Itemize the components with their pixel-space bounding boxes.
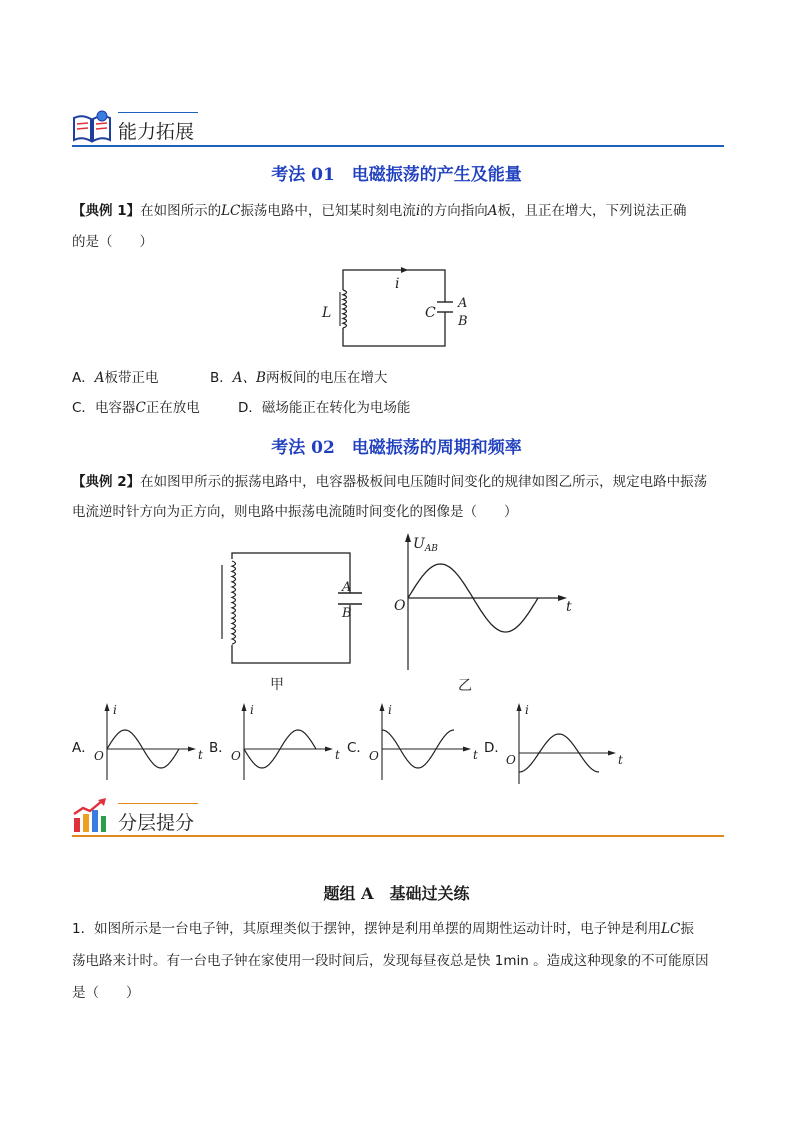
choice-c-origin: O bbox=[369, 749, 379, 763]
option-c[interactable]: C．电容器C正在放电 bbox=[72, 400, 200, 416]
choice-d-graph[interactable] bbox=[502, 702, 632, 786]
section-header-layered bbox=[72, 798, 724, 840]
example2-tag: 【典例 2】 bbox=[72, 474, 141, 490]
choice-c-key[interactable]: C． bbox=[347, 740, 370, 756]
group-a-heading: 题组 A 基础过关练 bbox=[323, 884, 470, 903]
example2-line1: 【典例 2】在如图甲所示的振荡电路中，电容器极板间电压随时间变化的规律如图乙所示，规定电路中振荡 bbox=[72, 474, 708, 490]
capacitor-label: C bbox=[425, 305, 436, 321]
jia-plate-b: B bbox=[342, 606, 352, 621]
option-a[interactable]: A．A板带正电 bbox=[72, 370, 159, 386]
example1-line2: 的是（ ） bbox=[72, 234, 153, 250]
choice-b-key[interactable]: B． bbox=[209, 740, 232, 756]
option-b[interactable]: B．A、B两板间的电压在增大 bbox=[210, 370, 388, 386]
current-label: i bbox=[395, 276, 400, 292]
choice-c-x: t bbox=[473, 748, 478, 762]
choice-d-key[interactable]: D． bbox=[484, 740, 508, 756]
section-top-rule bbox=[118, 112, 198, 113]
q1-line3: 是（ ） bbox=[72, 985, 140, 1001]
choice-b-x: t bbox=[335, 748, 340, 762]
choice-a-graph[interactable] bbox=[90, 702, 210, 782]
bar-chart-growth-icon bbox=[72, 798, 108, 834]
section-title: 能力拓展 bbox=[118, 121, 195, 143]
choice-a-y: i bbox=[113, 703, 117, 717]
kaofa02-heading: 考法 02 电磁振荡的周期和频率 bbox=[271, 438, 522, 458]
example1-line1: 【典例 1】在如图所示的LC振荡电路中，已知某时刻电流i的方向指向A板，且正在增大，下列说法正确 bbox=[72, 203, 687, 219]
choice-a-key[interactable]: A． bbox=[72, 740, 95, 756]
example1-tag: 【典例 1】 bbox=[72, 203, 141, 219]
choice-b-origin: O bbox=[231, 749, 241, 763]
q1-line2: 荡电路来计时。有一台电子钟在家使用一段时间后，发现每昼夜总是快 1min 。造成这种现象的不可能原因 bbox=[72, 953, 709, 969]
plate-b-label: B bbox=[458, 314, 468, 329]
figure-jia-circuit bbox=[210, 545, 370, 695]
yi-y-label: $U_{AB}$ bbox=[413, 536, 438, 554]
example2-line2: 电流逆时针方向为正方向，则电路中振荡电流随时间变化的图像是（ ） bbox=[72, 504, 518, 520]
choice-c-y: i bbox=[388, 703, 392, 717]
choice-b-graph[interactable] bbox=[227, 702, 347, 782]
jia-caption: 甲 bbox=[270, 677, 284, 693]
section-header-ability bbox=[72, 108, 724, 150]
plate-a-label: A bbox=[458, 296, 468, 311]
choice-a-origin: O bbox=[94, 749, 104, 763]
figure-yi-voltage-graph bbox=[388, 530, 588, 695]
choice-c-graph[interactable] bbox=[365, 702, 485, 782]
option-d[interactable]: D．磁场能正在转化为电场能 bbox=[238, 400, 411, 416]
choice-d-y: i bbox=[525, 703, 529, 717]
open-book-icon bbox=[72, 110, 112, 144]
jia-plate-a: A bbox=[342, 580, 352, 595]
lc-circuit-diagram bbox=[315, 262, 485, 354]
yi-x-label: t bbox=[566, 599, 572, 615]
q1-line1: 1．如图所示是一台电子钟，其原理类似于摆钟，摆钟是利用单摆的周期性运动计时，电子钟是利用LC振 bbox=[72, 921, 694, 937]
yi-origin: O bbox=[394, 598, 406, 614]
inductor-label: L bbox=[322, 305, 332, 321]
choice-d-origin: O bbox=[506, 753, 516, 767]
section2-underline bbox=[72, 835, 724, 837]
choice-d-x: t bbox=[618, 753, 623, 767]
yi-caption: 乙 bbox=[458, 678, 472, 694]
section2-title: 分层提分 bbox=[118, 812, 195, 834]
choice-b-y: i bbox=[250, 703, 254, 717]
kaofa01-heading: 考法 01 电磁振荡的产生及能量 bbox=[271, 165, 522, 185]
choice-a-x: t bbox=[198, 748, 203, 762]
section2-top-rule bbox=[118, 803, 198, 804]
section-underline bbox=[72, 145, 724, 147]
